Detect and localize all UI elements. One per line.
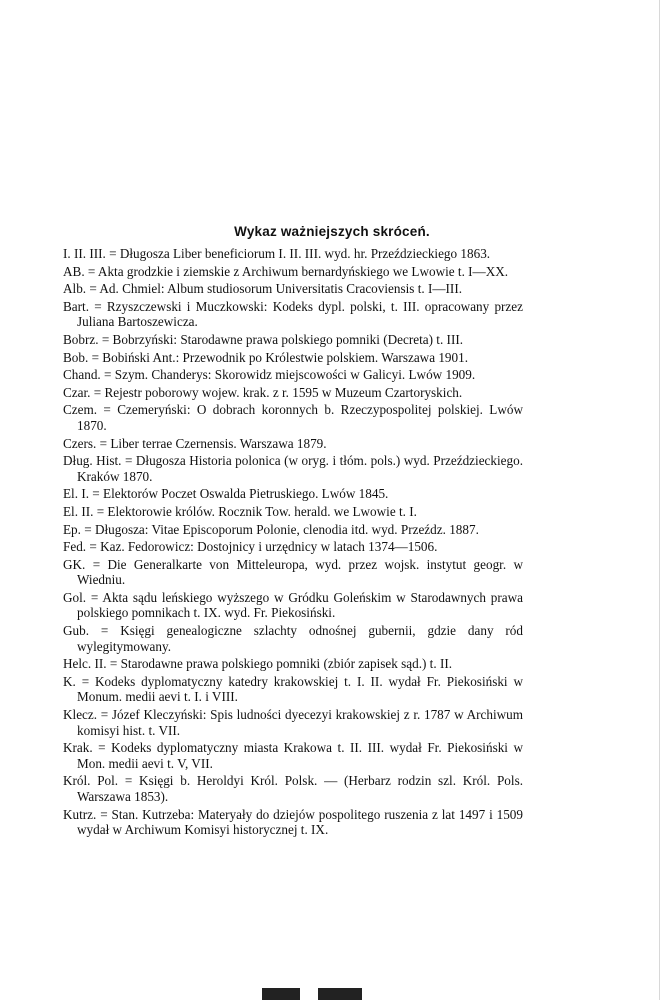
scan-smudge <box>318 988 362 1000</box>
list-item: Gol. = Akta sądu leńskiego wyższego w Gródku Goleńskim w Starodawnych prawa polskiego pomnikach t. IX. wyd. Fr. Piekosiński. <box>63 589 523 621</box>
list-item: Kutrz. = Stan. Kutrzeba: Materyały do dziejów pospolitego ruszenia z lat 1497 i 1509 wydał w Archiwum Komisyi historycznej t. IX. <box>63 806 523 838</box>
list-item: Bart. = Rzyszczewski i Muczkowski: Kodeks dypl. polski, t. III. opracowany przez Juliana Bartoszewicza. <box>63 298 523 330</box>
list-item: Czar. = Rejestr poborowy wojew. krak. z r. 1595 w Muzeum Czartoryskich. <box>63 384 463 400</box>
abbreviation-list <box>63 246 523 840</box>
list-item: Ep. = Długosza: Vitae Episcoporum Polonie, clenodia itd. wyd. Przeźdz. 1887. <box>63 521 479 537</box>
scan-smudge <box>262 988 300 1000</box>
list-item: Bobrz. = Bobrzyński: Starodawne prawa polskiego pomniki (Decreta) t. III. <box>63 331 464 347</box>
list-item: Alb. = Ad. Chmiel: Album studiosorum Universitatis Cracoviensis t. I—III. <box>63 281 463 297</box>
list-item: Krak. = Kodeks dyplomatyczny miasta Krakowa t. II. III. wydał Fr. Piekosiński w Mon. medii aevi t. V, VII. <box>63 740 523 771</box>
list-item: Król. Pol. = Księgi b. Heroldyi Król. Polsk. — (Herbarz rodzin szl. Król. Pols. Warszawa 1853). <box>63 773 523 804</box>
list-item: Gub. = Księgi genealogiczne szlachty odnośnej gubernii, gdzie dany ród wylegitymowany. <box>63 623 523 654</box>
list-item: Dług. Hist. = Długosza Historia polonica (w oryg. i tłóm. pols.) wyd. Przeździeckiego. Kraków 1870. <box>63 453 523 484</box>
list-item: El. II. = Elektorowie królów. Rocznik Tow. herald. we Lwowie t. I. <box>63 503 417 519</box>
list-item: Czers. = Liber terrae Czernensis. Warszawa 1879. <box>63 435 327 451</box>
list-item: Czem. = Czemeryński: O dobrach koronnych b. Rzeczypospolitej polskiej. Lwów 1870. <box>63 402 523 433</box>
list-item: Klecz. = Józef Kleczyński: Spis ludności dyecezyi krakowskiej z r. 1787 w Archiwum komisyi hist. t. VII. <box>63 707 523 738</box>
list-item: GK. = Die Generalkarte von Mitteleuropa, wyd. przez wojsk. instytut geogr. w Wiedniu. <box>63 556 523 588</box>
list-item: I. II. III. = Długosza Liber beneficiorum I. II. III. wyd. hr. Przeździeckiego 1863. <box>63 246 491 261</box>
list-item: K. = Kodeks dyplomatyczny katedry krakowskiej t. I. II. wydał Fr. Piekosiński w Monum. medii aevi t. I. i VIII. <box>63 673 523 705</box>
list-item: Helc. II. = Starodawne prawa polskiego pomniki (zbiór zapisek sąd.) t. II. <box>63 656 453 672</box>
list-item: Fed. = Kaz. Fedorowicz: Dostojnicy i urzędnicy w latach 1374—1506. <box>63 539 438 555</box>
page-title: Wykaz ważniejszych skróceń. <box>234 224 430 239</box>
list-item: Chand. = Szym. Chanderys: Skorowidz miejscowości w Galicyi. Lwów 1909. <box>63 367 476 383</box>
scan-edge-line <box>659 0 660 1000</box>
list-item: El. I. = Elektorów Poczet Oswalda Pietruskiego. Lwów 1845. <box>63 486 389 502</box>
list-item: Bob. = Bobiński Ant.: Przewodnik po Królestwie polskiem. Warszawa 1901. <box>63 349 469 365</box>
list-item: AB. = Akta grodzkie i ziemskie z Archiwum bernardyńskiego we Lwowie t. I—XX. <box>63 263 509 279</box>
